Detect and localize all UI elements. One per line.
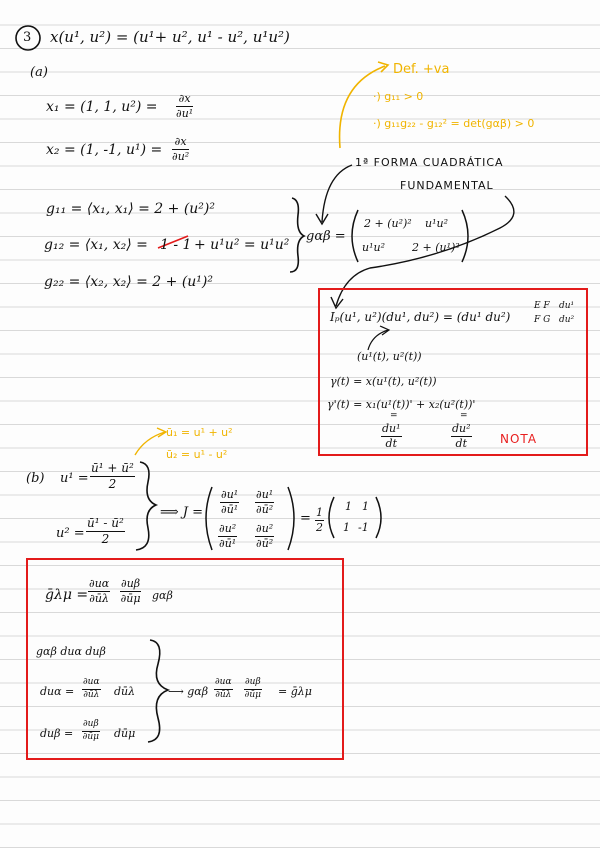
du-beta-num: ∂uβ [82,720,100,732]
du-beta-lhs: duβ = [40,727,74,740]
gbar-f1-num: ∂uα [88,578,110,592]
du-alpha-num: ∂uα [82,678,101,690]
du-beta-den: ∂ūμ [82,731,99,742]
gbar-lhs: ḡλμ = [45,587,89,603]
g11-line: g₁₁ = ⟨x₁, x₁⟩ = 2 + (u²)² [46,201,215,217]
result-prefix: ⟶ gαβ [168,685,209,698]
x2-den: ∂u² [172,150,190,164]
gbar-f2-den: ∂ūμ [120,592,141,606]
u2-num: ū¹ - ū² [86,517,125,532]
frac-du2-den: dt [455,437,467,451]
x1-den: ∂u¹ [176,107,194,121]
u2-lhs: u² = [56,526,85,541]
matrix-cell-12: u¹u² [425,217,448,230]
gbar-frac-1 [88,578,110,605]
gmatrix-paren-right [462,210,468,262]
result-f2-num: ∂uβ [244,678,262,690]
g22-line: g₂₂ = ⟨x₂, x₂⟩ = 2 + (u¹)² [44,274,213,290]
ubar1-note: ū₁ = u¹ + u² [166,426,233,439]
matrix-cell-22: 2 + (u¹)² [412,241,460,254]
x2-fraction [172,136,189,163]
part-b-label: (b) [26,471,45,486]
ip-matrix-fg: F G [534,315,551,325]
nota-label: NOTA [500,432,538,446]
j-entry-22 [255,523,274,550]
g12-prefix: g₁₂ = ⟨x₁, x₂⟩ = [44,237,148,253]
jres-paren-left [329,497,334,538]
jres-paren-right [376,497,381,538]
frac-du1-num: du¹ [381,423,402,437]
j22-den: ∂ū² [256,537,274,551]
eq-sign-2: = [460,411,468,421]
g-du-du-line: gαβ duα duβ [36,645,106,658]
result-frac-1 [214,678,233,701]
j11-num: ∂u¹ [220,489,239,503]
du-alpha-den: ∂ūλ [83,689,100,700]
g12-struck: 1 - 1 [160,237,192,253]
j22-num: ∂u² [255,523,274,537]
jres-12: 1 [362,500,369,513]
j12-den: ∂ū² [256,503,274,517]
frac-du2-dt [451,423,472,450]
problem-definition: x(u¹, u²) = (u¹+ u², u¹ - u², u¹u²) [50,28,290,46]
yellow-arrow-def [340,66,385,148]
frac-du1-dt [381,423,402,450]
problem-number: 3 [23,30,32,45]
jres-22: -1 [358,521,369,534]
ip-line: Iₚ(u¹, u²)(du¹, du²) = (du¹ du²) [330,310,511,324]
gamma-line: γ(t) = x(u¹(t), u²(t)) [330,375,437,388]
note-def: Def. +va [393,62,450,77]
ip-vec-bot: du² [559,315,575,325]
half-fraction [315,507,324,534]
result-f2-den: ∂ūμ [244,689,261,700]
part-a-label: (a) [30,65,48,80]
jres-21: 1 [343,521,350,534]
gamma-prime-line: γ'(t) = x₁(u¹(t))' + x₂(u²(t))' [327,398,476,411]
param-curve: (u¹(t), u²(t)) [357,350,422,363]
note-g11: ·) g₁₁ > 0 [373,90,424,103]
j-equals: = [300,511,311,526]
j12-num: ∂u¹ [255,489,274,503]
form-title-1: 1ª FORMA CUADRÁTICA [355,156,504,169]
u1-fraction [90,462,135,491]
u2-den: 2 [101,532,110,547]
ubar2-note: ū₂ = u¹ - u² [166,448,228,461]
x2-line: x₂ = (1, -1, u¹) = [46,142,163,158]
gbar-f2-num: ∂uβ [120,578,141,592]
gbar-tail: gαβ [152,589,173,602]
x2-num: ∂x [172,136,189,150]
du-alpha-tail: dūλ [114,685,136,698]
matrix-cell-21: u¹u² [362,241,385,254]
jres-11: 1 [345,500,352,513]
frac-du2-num: du² [451,423,472,437]
jacobian-arrow: ⟹ J = [160,505,204,520]
note-det: ·) g₁₁g₂₂ - g₁₂² = det(gαβ) > 0 [373,117,535,130]
du-beta-frac [82,720,100,743]
frac-du1-den: dt [385,437,397,451]
du-alpha-frac [82,678,101,701]
ip-vec-top: du¹ [559,301,575,311]
j21-den: ∂ū¹ [219,537,237,551]
j-entry-21 [218,523,237,550]
j21-num: ∂u² [218,523,237,537]
result-tail: = ḡλμ [278,685,312,698]
form-title-2: FUNDAMENTAL [400,179,494,192]
j11-den: ∂ū¹ [221,503,239,517]
eq-sign-1: = [390,411,398,421]
ip-matrix-ef: E F [534,301,550,311]
half-den: 2 [316,521,323,535]
gbar-frac-2 [120,578,141,605]
du-beta-tail: dūμ [114,727,136,740]
j-entry-12 [255,489,274,516]
matrix-cell-11: 2 + (u²)² [364,217,412,230]
result-frac-2 [244,678,262,701]
x1-fraction [176,93,193,120]
u2-fraction [86,517,125,546]
j-entry-11 [220,489,239,516]
gbar-f1-den: ∂ūλ [89,592,109,606]
gmatrix-paren-left [352,210,358,262]
u1-num: ū¹ + ū² [90,462,135,477]
du-alpha-lhs: duα = [40,685,75,698]
matrix-label: gαβ = [306,229,346,244]
u1-lhs: u¹ = [60,471,89,486]
result-f1-den: ∂ūλ [215,689,232,700]
x1-num: ∂x [176,93,193,107]
g12-suffix: + u¹u² = u¹u² [194,237,290,253]
half-num: 1 [315,507,324,521]
arrow-forma-to-matrix [322,165,352,222]
brace-part-b [136,462,156,550]
brace-part-a [290,198,304,272]
result-f1-num: ∂uα [214,678,233,690]
j-paren-left [206,487,212,550]
u1-den: 2 [108,477,117,492]
j-paren-right [288,487,294,550]
x1-line: x₁ = (1, 1, u²) = [46,99,158,115]
